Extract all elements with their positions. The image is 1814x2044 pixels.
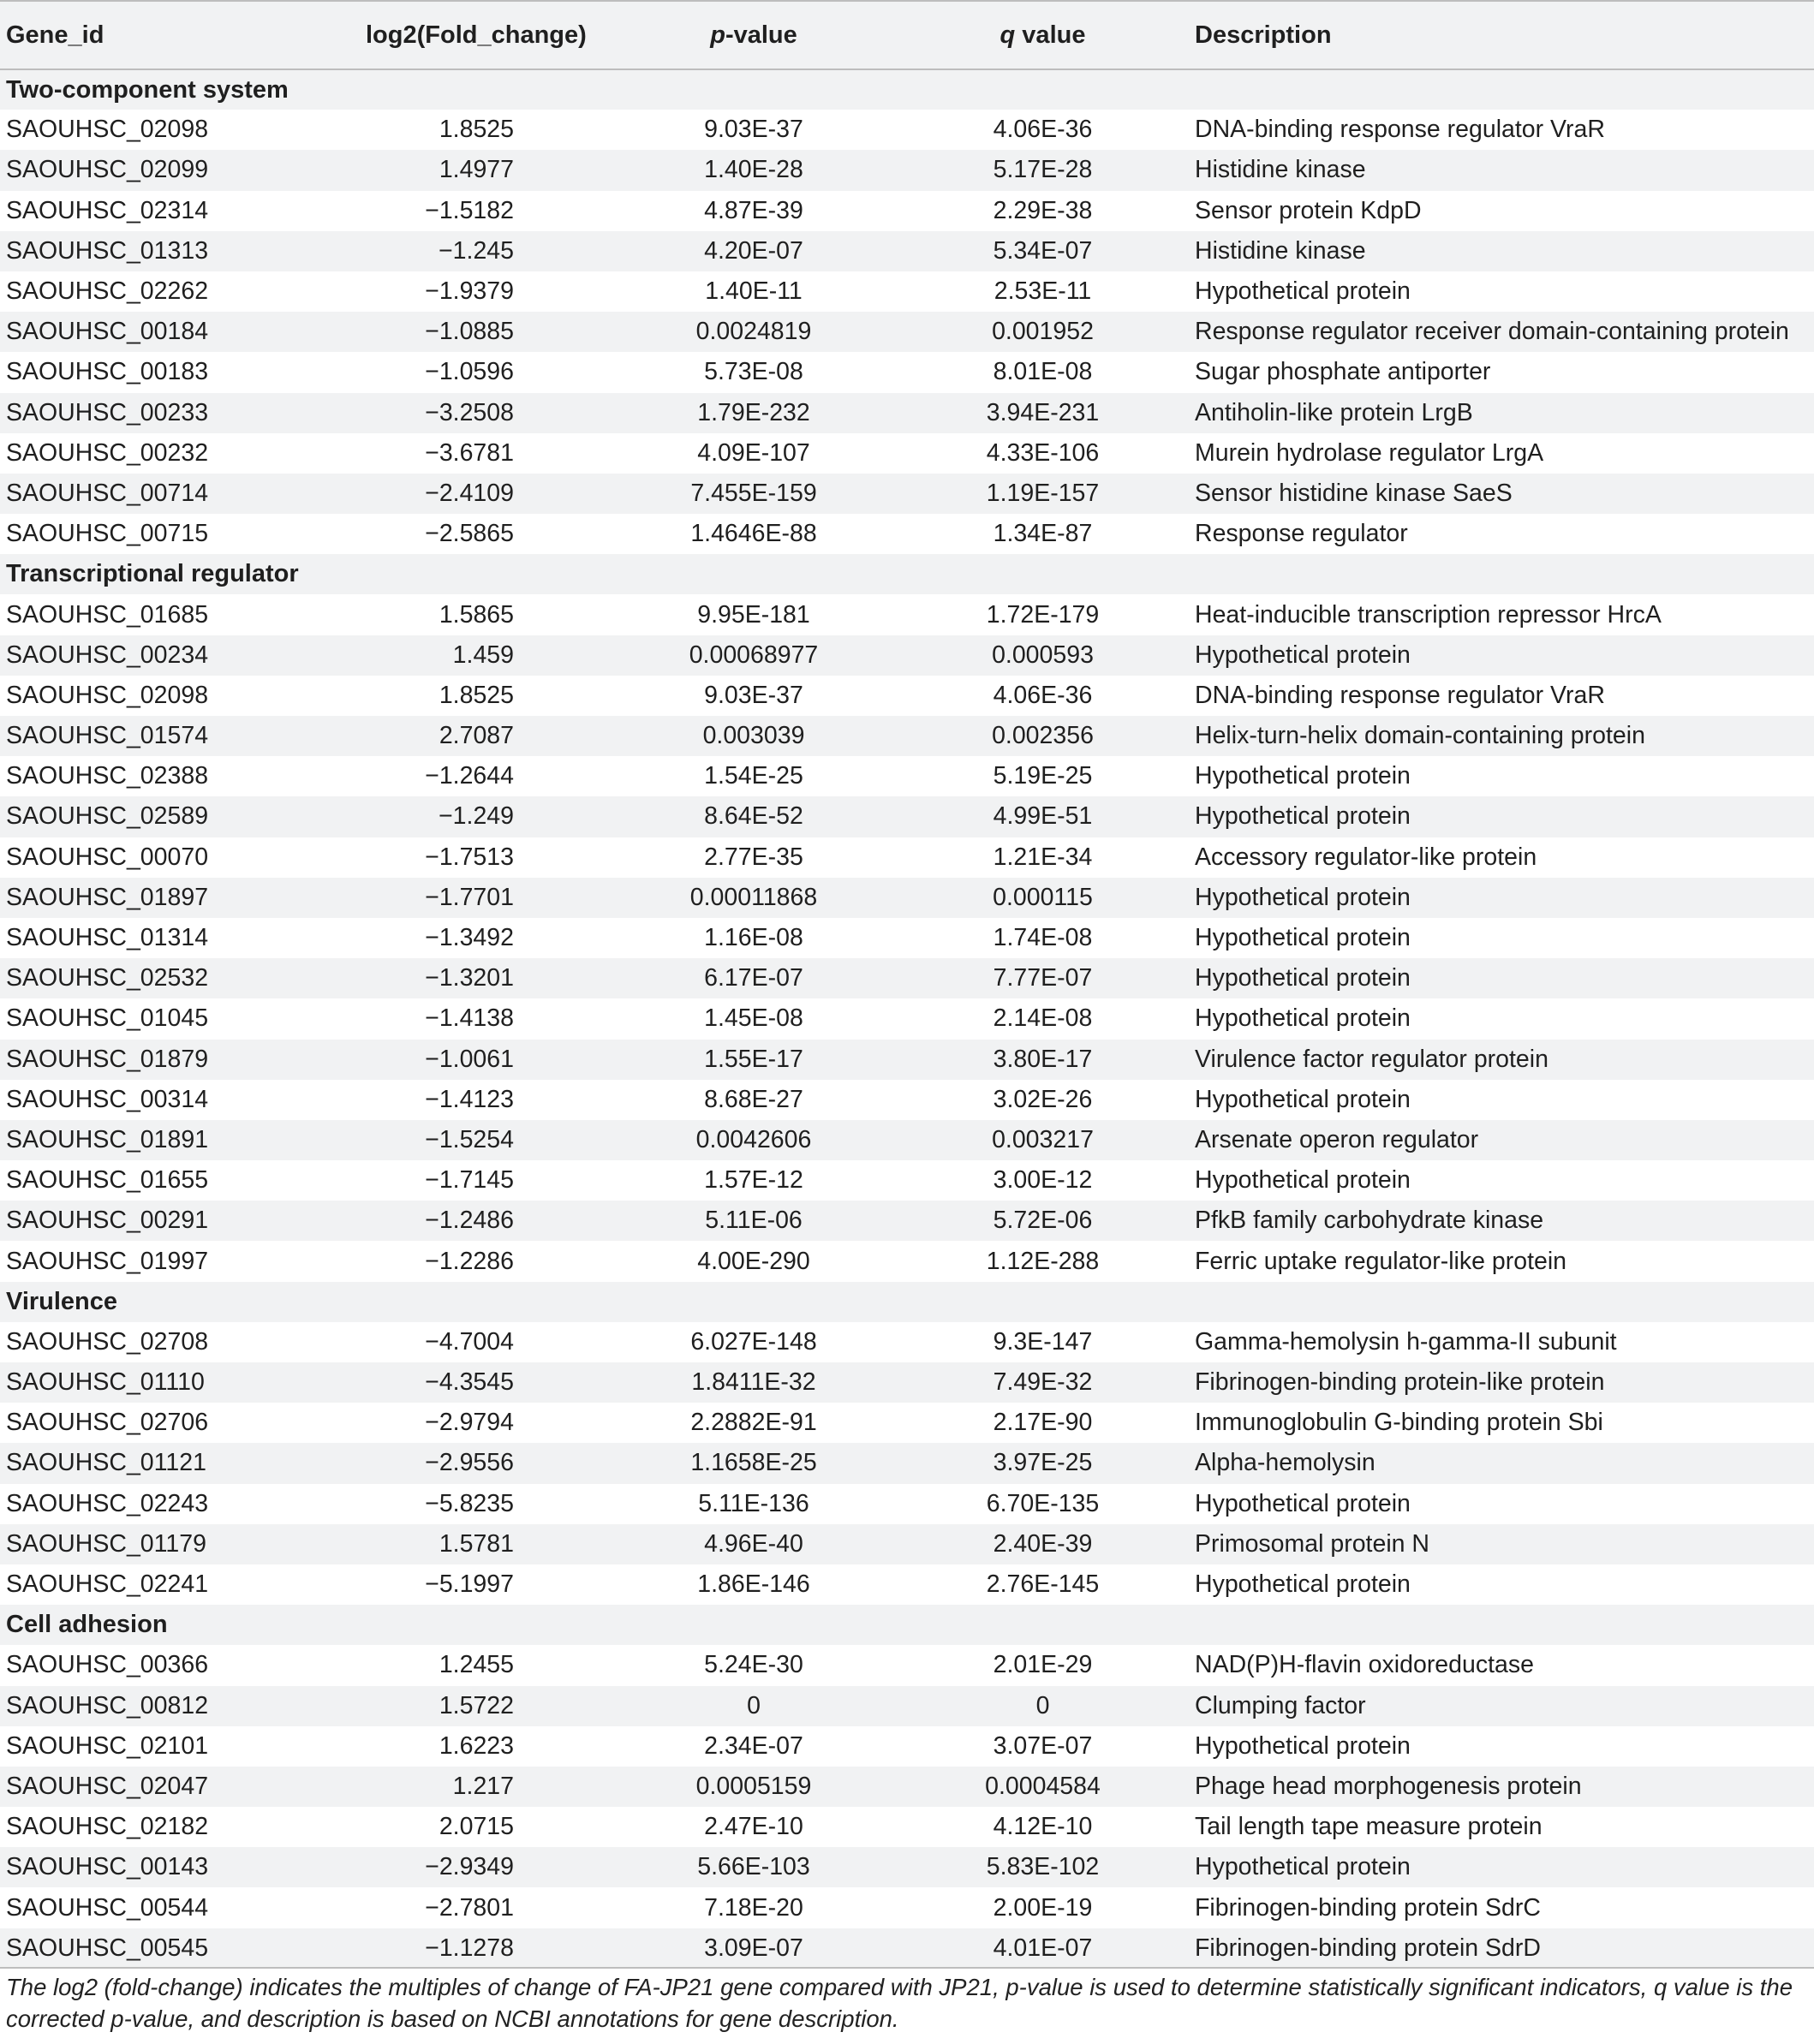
gene-id-cell: SAOUHSC_01997 xyxy=(6,1247,209,1275)
table-row xyxy=(0,1645,1814,1685)
table-row xyxy=(0,1807,1814,1847)
gene-id-cell: SAOUHSC_01045 xyxy=(6,1004,209,1033)
fold-change-cell: 1.2455 xyxy=(439,1651,514,1679)
table-row xyxy=(0,716,1814,756)
description-cell: Hypothetical protein xyxy=(1195,964,1411,992)
description-cell: Hypothetical protein xyxy=(1195,762,1411,790)
table-row xyxy=(0,1080,1814,1120)
fold-change-cell: 1.459 xyxy=(452,641,514,669)
description-cell: Alpha-hemolysin xyxy=(1195,1449,1375,1477)
p-value-cell: 1.1658E-25 xyxy=(690,1449,817,1477)
description-cell: PfkB family carbohydrate kinase xyxy=(1195,1207,1544,1235)
fold-change-cell: 1.217 xyxy=(452,1772,514,1800)
q-value-cell: 4.06E-36 xyxy=(993,681,1093,709)
description-cell: Murein hydrolase regulator LrgA xyxy=(1195,438,1544,467)
q-value-cell: 4.06E-36 xyxy=(993,116,1093,144)
q-value-cell: 4.12E-10 xyxy=(993,1813,1093,1841)
fold-change-cell: −1.7145 xyxy=(425,1166,514,1195)
q-value-cell: 9.3E-147 xyxy=(993,1327,1093,1356)
gene-id-cell: SAOUHSC_02098 xyxy=(6,116,209,144)
description-cell: DNA-binding response regulator VraR xyxy=(1195,681,1605,709)
description-cell: Clumping factor xyxy=(1195,1691,1366,1719)
p-value-cell: 4.00E-290 xyxy=(697,1247,810,1275)
table-row xyxy=(0,352,1814,392)
q-value-cell: 3.00E-12 xyxy=(993,1166,1093,1195)
description-cell: Response regulator xyxy=(1195,520,1408,548)
header-p-value-italic: p xyxy=(710,21,725,49)
table-row xyxy=(0,312,1814,352)
table-row xyxy=(0,676,1814,716)
table-row xyxy=(0,474,1814,514)
gene-id-cell: SAOUHSC_02047 xyxy=(6,1772,209,1800)
description-cell: Arsenate operon regulator xyxy=(1195,1125,1479,1153)
p-value-cell: 2.34E-07 xyxy=(704,1731,803,1760)
table-header-row xyxy=(0,1,1814,69)
fold-change-cell: −3.6781 xyxy=(425,438,514,467)
table-row xyxy=(0,1484,1814,1524)
table-row xyxy=(0,1362,1814,1403)
table-row xyxy=(0,1564,1814,1605)
gene-id-cell: SAOUHSC_00070 xyxy=(6,843,209,871)
description-cell: Hypothetical protein xyxy=(1195,1166,1411,1195)
q-value-cell: 0.003217 xyxy=(992,1125,1094,1153)
description-cell: Hypothetical protein xyxy=(1195,802,1411,831)
q-value-cell: 0.002356 xyxy=(992,722,1094,750)
description-cell: Fibrinogen-binding protein-like protein xyxy=(1195,1368,1605,1397)
gene-id-cell: SAOUHSC_00545 xyxy=(6,1934,209,1962)
p-value-cell: 5.66E-103 xyxy=(697,1853,810,1881)
fold-change-cell: 1.5781 xyxy=(439,1529,514,1558)
table-row xyxy=(0,594,1814,635)
gene-id-cell: SAOUHSC_02182 xyxy=(6,1813,209,1841)
description-cell: Ferric uptake regulator-like protein xyxy=(1195,1247,1567,1275)
q-value-cell: 5.83E-102 xyxy=(986,1853,1100,1881)
gene-id-cell: SAOUHSC_00314 xyxy=(6,1085,209,1113)
gene-id-cell: SAOUHSC_02589 xyxy=(6,802,209,831)
description-cell: Sensor histidine kinase SaeS xyxy=(1195,479,1513,507)
fold-change-cell: −1.3201 xyxy=(425,964,514,992)
q-value-cell: 4.33E-106 xyxy=(986,438,1100,467)
gene-id-cell: SAOUHSC_02099 xyxy=(6,156,209,184)
table-row xyxy=(0,918,1814,958)
q-value-cell: 1.12E-288 xyxy=(986,1247,1100,1275)
fold-change-cell: −3.2508 xyxy=(425,398,514,426)
q-value-cell: 1.34E-87 xyxy=(993,520,1093,548)
p-value-cell: 0.00068977 xyxy=(689,641,819,669)
gene-id-cell: SAOUHSC_00233 xyxy=(6,398,209,426)
q-value-cell: 5.19E-25 xyxy=(993,762,1093,790)
gene-id-cell: SAOUHSC_00183 xyxy=(6,358,209,386)
gene-id-cell: SAOUHSC_01574 xyxy=(6,722,209,750)
table-row xyxy=(0,514,1814,554)
fold-change-cell: −2.9794 xyxy=(425,1409,514,1437)
fold-change-cell: −1.4138 xyxy=(425,1004,514,1033)
p-value-cell: 4.20E-07 xyxy=(704,236,803,265)
fold-change-cell: −4.3545 xyxy=(425,1368,514,1397)
description-cell: Fibrinogen-binding protein SdrD xyxy=(1195,1934,1541,1962)
q-value-cell: 1.19E-157 xyxy=(986,479,1100,507)
p-value-cell: 1.45E-08 xyxy=(704,1004,803,1033)
q-value-cell: 2.17E-90 xyxy=(993,1409,1093,1437)
table-row xyxy=(0,1322,1814,1362)
table-row xyxy=(0,1443,1814,1483)
table-row xyxy=(0,433,1814,474)
gene-id-cell: SAOUHSC_00715 xyxy=(6,520,209,548)
fold-change-cell: 1.8525 xyxy=(439,681,514,709)
q-value-cell: 3.07E-07 xyxy=(993,1731,1093,1760)
description-cell: Sugar phosphate antiporter xyxy=(1195,358,1491,386)
q-value-cell: 4.01E-07 xyxy=(993,1934,1093,1962)
table-row xyxy=(0,1887,1814,1928)
fold-change-cell: −1.4123 xyxy=(425,1085,514,1113)
description-cell: DNA-binding response regulator VraR xyxy=(1195,116,1605,144)
p-value-cell: 3.09E-07 xyxy=(704,1934,803,1962)
q-value-cell: 5.34E-07 xyxy=(993,236,1093,265)
gene-id-cell: SAOUHSC_00184 xyxy=(6,318,209,346)
gene-id-cell: SAOUHSC_00544 xyxy=(6,1893,209,1922)
q-value-cell: 7.49E-32 xyxy=(993,1368,1093,1397)
gene-id-cell: SAOUHSC_00291 xyxy=(6,1207,209,1235)
q-value-cell: 2.01E-29 xyxy=(993,1651,1093,1679)
gene-id-cell: SAOUHSC_02708 xyxy=(6,1327,209,1356)
description-cell: NAD(P)H-flavin oxidoreductase xyxy=(1195,1651,1534,1679)
gene-id-cell: SAOUHSC_00143 xyxy=(6,1853,209,1881)
table-row xyxy=(0,958,1814,998)
description-cell: Virulence factor regulator protein xyxy=(1195,1045,1548,1073)
table-row xyxy=(0,1040,1814,1080)
fold-change-cell: −1.0885 xyxy=(425,318,514,346)
fold-change-cell: −1.9379 xyxy=(425,277,514,306)
section-title: Cell adhesion xyxy=(6,1611,168,1639)
table-row xyxy=(0,1524,1814,1564)
fold-change-cell: −1.2286 xyxy=(425,1247,514,1275)
p-value-cell: 1.86E-146 xyxy=(697,1570,810,1599)
q-value-cell: 2.40E-39 xyxy=(993,1529,1093,1558)
table-row xyxy=(0,1403,1814,1443)
fold-change-cell: −2.9349 xyxy=(425,1853,514,1881)
fold-change-cell: −1.5254 xyxy=(425,1125,514,1153)
description-cell: Histidine kinase xyxy=(1195,156,1366,184)
p-value-cell: 1.16E-08 xyxy=(704,924,803,952)
gene-id-cell: SAOUHSC_00714 xyxy=(6,479,209,507)
fold-change-cell: −1.1278 xyxy=(425,1934,514,1962)
table-row xyxy=(0,271,1814,312)
q-value-cell: 1.74E-08 xyxy=(993,924,1093,952)
q-value-cell: 5.72E-06 xyxy=(993,1207,1093,1235)
q-value-cell: 0 xyxy=(1035,1691,1050,1719)
p-value-cell: 5.73E-08 xyxy=(704,358,803,386)
q-value-cell: 6.70E-135 xyxy=(986,1489,1100,1517)
p-value-cell: 1.55E-17 xyxy=(704,1045,803,1073)
description-cell: Hypothetical protein xyxy=(1195,1853,1411,1881)
p-value-cell: 0.0024819 xyxy=(695,318,812,346)
fold-change-cell: 1.4977 xyxy=(439,156,514,184)
q-value-cell: 4.99E-51 xyxy=(993,802,1093,831)
header-p-value-rest: -value xyxy=(725,21,797,49)
q-value-cell: 0.000593 xyxy=(992,641,1094,669)
section-header-row xyxy=(0,1605,1814,1645)
section-header-row xyxy=(0,1282,1814,1322)
p-value-cell: 1.4646E-88 xyxy=(690,520,817,548)
table-row xyxy=(0,878,1814,918)
gene-id-cell: SAOUHSC_02101 xyxy=(6,1731,209,1760)
p-value-cell: 2.77E-35 xyxy=(704,843,803,871)
fold-change-cell: −5.8235 xyxy=(425,1489,514,1517)
description-cell: Gamma-hemolysin h-gamma-II subunit xyxy=(1195,1327,1617,1356)
p-value-cell: 7.455E-159 xyxy=(690,479,817,507)
fold-change-cell: −1.2486 xyxy=(425,1207,514,1235)
fold-change-cell: −5.1997 xyxy=(425,1570,514,1599)
p-value-cell: 9.03E-37 xyxy=(704,116,803,144)
gene-id-cell: SAOUHSC_01314 xyxy=(6,924,209,952)
description-cell: Hypothetical protein xyxy=(1195,1570,1411,1599)
q-value-cell: 0.0004584 xyxy=(985,1772,1101,1800)
q-value-cell: 2.76E-145 xyxy=(986,1570,1100,1599)
p-value-cell: 2.2882E-91 xyxy=(690,1409,817,1437)
p-value-cell: 4.96E-40 xyxy=(704,1529,803,1558)
description-cell: Primosomal protein N xyxy=(1195,1529,1430,1558)
gene-id-cell: SAOUHSC_02241 xyxy=(6,1570,209,1599)
p-value-cell: 8.68E-27 xyxy=(704,1085,803,1113)
description-cell: Histidine kinase xyxy=(1195,236,1366,265)
header-gene-id: Gene_id xyxy=(6,21,104,49)
p-value-cell: 1.8411E-32 xyxy=(691,1368,816,1397)
fold-change-cell: 1.8525 xyxy=(439,116,514,144)
description-cell: Hypothetical protein xyxy=(1195,1731,1411,1760)
p-value-cell: 9.95E-181 xyxy=(697,600,810,629)
description-cell: Hypothetical protein xyxy=(1195,1085,1411,1113)
p-value-cell: 8.64E-52 xyxy=(704,802,803,831)
table-row xyxy=(0,1686,1814,1726)
gene-id-cell: SAOUHSC_02388 xyxy=(6,762,209,790)
q-value-cell: 0.000115 xyxy=(993,883,1093,911)
header-q-value-rest: value xyxy=(1015,21,1086,49)
section-title: Transcriptional regulator xyxy=(6,560,299,588)
p-value-cell: 0.0005159 xyxy=(695,1772,812,1800)
fold-change-cell: 1.5722 xyxy=(439,1691,514,1719)
fold-change-cell: −1.7701 xyxy=(425,883,514,911)
footnote-divider xyxy=(0,1967,1814,1969)
table-row xyxy=(0,756,1814,796)
gene-id-cell: SAOUHSC_00232 xyxy=(6,438,209,467)
q-value-cell: 2.29E-38 xyxy=(993,196,1093,224)
table-row xyxy=(0,1160,1814,1201)
fold-change-cell: −1.249 xyxy=(439,802,514,831)
description-cell: Phage head morphogenesis protein xyxy=(1195,1772,1582,1800)
gene-id-cell: SAOUHSC_01121 xyxy=(6,1449,206,1477)
q-value-cell: 1.21E-34 xyxy=(993,843,1093,871)
fold-change-cell: −2.4109 xyxy=(425,479,514,507)
fold-change-cell: −1.7513 xyxy=(425,843,514,871)
p-value-cell: 5.24E-30 xyxy=(704,1651,803,1679)
table-row xyxy=(0,635,1814,676)
gene-id-cell: SAOUHSC_02243 xyxy=(6,1489,209,1517)
table-row xyxy=(0,1928,1814,1969)
q-value-cell: 2.53E-11 xyxy=(994,277,1092,306)
p-value-cell: 5.11E-06 xyxy=(705,1207,803,1235)
description-cell: Hypothetical protein xyxy=(1195,924,1411,952)
p-value-cell: 6.027E-148 xyxy=(690,1327,817,1356)
table-footnote: The log2 (fold-change) indicates the multiples of change of FA-JP21 gene compared with JP21, p-value is used to determine statistically significant indicators, q value is the corrected p-value, and description is based on NCBI annotations for gene description. xyxy=(6,1974,1793,2032)
section-title: Virulence xyxy=(6,1287,118,1315)
gene-id-cell: SAOUHSC_02262 xyxy=(6,277,209,306)
description-cell: Response regulator receiver domain-containing protein xyxy=(1195,318,1789,346)
gene-id-cell: SAOUHSC_01313 xyxy=(6,236,209,265)
fold-change-cell: −1.0061 xyxy=(425,1045,514,1073)
table-row xyxy=(0,393,1814,433)
p-value-cell: 1.40E-11 xyxy=(705,277,803,306)
gene-id-cell: SAOUHSC_01655 xyxy=(6,1166,209,1195)
p-value-cell: 5.11E-136 xyxy=(698,1489,809,1517)
fold-change-cell: −2.5865 xyxy=(425,520,514,548)
description-cell: Hypothetical protein xyxy=(1195,277,1411,306)
gene-id-cell: SAOUHSC_00812 xyxy=(6,1691,209,1719)
header-q-value xyxy=(891,1,1195,69)
q-value-cell: 3.97E-25 xyxy=(993,1449,1093,1477)
description-cell: Hypothetical protein xyxy=(1195,641,1411,669)
q-value-cell: 3.94E-231 xyxy=(986,398,1100,426)
q-value-cell: 0.001952 xyxy=(992,318,1094,346)
description-cell: Hypothetical protein xyxy=(1195,1004,1411,1033)
section-header-row xyxy=(0,554,1814,594)
gene-id-cell: SAOUHSC_01879 xyxy=(6,1045,209,1073)
p-value-cell: 1.40E-28 xyxy=(704,156,803,184)
description-cell: Antiholin-like protein LrgB xyxy=(1195,398,1473,426)
p-value-cell: 0.003039 xyxy=(702,722,805,750)
fold-change-cell: 2.0715 xyxy=(439,1813,514,1841)
gene-id-cell: SAOUHSC_01897 xyxy=(6,883,209,911)
description-cell: Helix-turn-helix domain-containing protein xyxy=(1195,722,1645,750)
p-value-cell: 1.79E-232 xyxy=(697,398,810,426)
description-cell: Hypothetical protein xyxy=(1195,883,1411,911)
p-value-cell: 1.54E-25 xyxy=(704,762,803,790)
fold-change-cell: 1.6223 xyxy=(439,1731,514,1760)
fold-change-cell: −2.9556 xyxy=(425,1449,514,1477)
p-value-cell: 0.0042606 xyxy=(695,1125,812,1153)
p-value-cell: 9.03E-37 xyxy=(704,681,803,709)
table-row xyxy=(0,1726,1814,1767)
description-cell: Sensor protein KdpD xyxy=(1195,196,1422,224)
section-header-row xyxy=(0,69,1814,110)
p-value-cell: 0 xyxy=(747,1691,761,1719)
p-value-cell: 2.47E-10 xyxy=(704,1813,803,1841)
description-cell: Fibrinogen-binding protein SdrC xyxy=(1195,1893,1541,1922)
fold-change-cell: −1.0596 xyxy=(425,358,514,386)
p-value-cell: 7.18E-20 xyxy=(704,1893,803,1922)
table-row xyxy=(0,1201,1814,1241)
p-value-cell: 6.17E-07 xyxy=(704,964,803,992)
q-value-cell: 3.02E-26 xyxy=(993,1085,1093,1113)
table-row xyxy=(0,837,1814,878)
table-row xyxy=(0,1767,1814,1807)
gene-id-cell: SAOUHSC_02098 xyxy=(6,681,209,709)
q-value-cell: 2.00E-19 xyxy=(993,1893,1093,1922)
fold-change-cell: −1.3492 xyxy=(425,924,514,952)
fold-change-cell: −1.245 xyxy=(439,236,514,265)
header-description: Description xyxy=(1195,21,1332,49)
fold-change-cell: −1.2644 xyxy=(425,762,514,790)
fold-change-cell: −1.5182 xyxy=(425,196,514,224)
table-row xyxy=(0,150,1814,190)
p-value-cell: 1.57E-12 xyxy=(704,1166,803,1195)
table-row xyxy=(0,1241,1814,1281)
fold-change-cell: 2.7087 xyxy=(439,722,514,750)
fold-change-cell: 1.5865 xyxy=(439,600,514,629)
gene-id-cell: SAOUHSC_02706 xyxy=(6,1409,209,1437)
gene-id-cell: SAOUHSC_01179 xyxy=(6,1529,206,1558)
section-title: Two-component system xyxy=(6,75,289,104)
table-body xyxy=(0,69,1814,1969)
table-row xyxy=(0,998,1814,1039)
header-q-value-italic: q xyxy=(999,21,1016,49)
p-value-cell: 4.87E-39 xyxy=(704,196,803,224)
p-value-cell: 4.09E-107 xyxy=(697,438,810,467)
gene-id-cell: SAOUHSC_00366 xyxy=(6,1651,209,1679)
table-row xyxy=(0,1847,1814,1887)
table-row xyxy=(0,191,1814,231)
gene-id-cell: SAOUHSC_02532 xyxy=(6,964,209,992)
q-value-cell: 3.80E-17 xyxy=(993,1045,1093,1073)
description-cell: Hypothetical protein xyxy=(1195,1489,1411,1517)
gene-id-cell: SAOUHSC_01891 xyxy=(6,1125,209,1153)
q-value-cell: 2.14E-08 xyxy=(993,1004,1093,1033)
q-value-cell: 8.01E-08 xyxy=(993,358,1093,386)
table-row xyxy=(0,1120,1814,1160)
fold-change-cell: −4.7004 xyxy=(425,1327,514,1356)
description-cell: Tail length tape measure protein xyxy=(1195,1813,1542,1841)
fold-change-cell: −2.7801 xyxy=(425,1893,514,1922)
q-value-cell: 1.72E-179 xyxy=(986,600,1100,629)
p-value-cell: 0.00011868 xyxy=(689,883,818,911)
description-cell: Immunoglobulin G-binding protein Sbi xyxy=(1195,1409,1603,1437)
gene-id-cell: SAOUHSC_01685 xyxy=(6,600,209,629)
header-p-value xyxy=(617,1,891,69)
table-row xyxy=(0,110,1814,150)
gene-id-cell: SAOUHSC_01110 xyxy=(6,1368,205,1397)
table-row xyxy=(0,231,1814,271)
header-fold-change: log2(Fold_change) xyxy=(366,21,587,49)
gene-id-cell: SAOUHSC_00234 xyxy=(6,641,209,669)
q-value-cell: 7.77E-07 xyxy=(993,964,1093,992)
description-cell: Accessory regulator-like protein xyxy=(1195,843,1537,871)
table-row xyxy=(0,796,1814,837)
gene-id-cell: SAOUHSC_02314 xyxy=(6,196,209,224)
q-value-cell: 5.17E-28 xyxy=(993,156,1093,184)
description-cell: Heat-inducible transcription repressor HrcA xyxy=(1195,600,1662,629)
